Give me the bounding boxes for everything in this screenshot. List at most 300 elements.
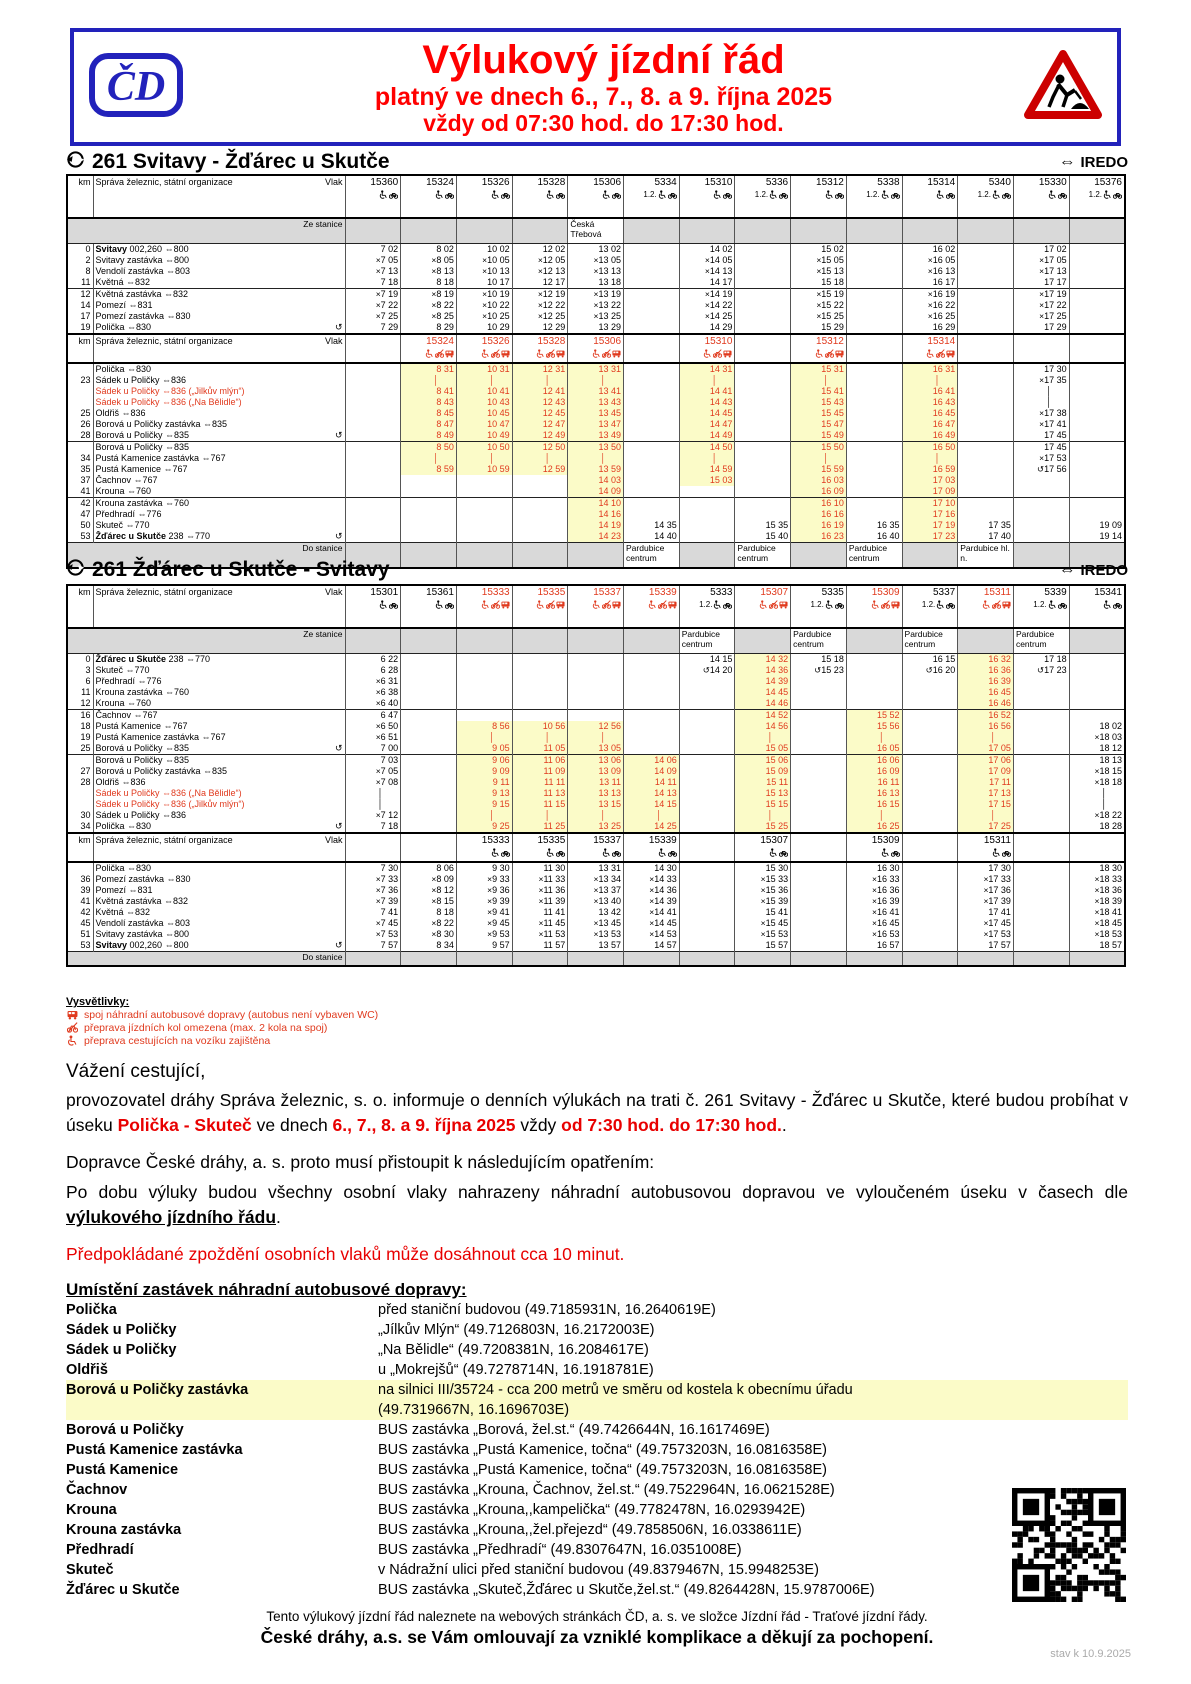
time-cell: [568, 453, 624, 464]
time-cell: [1069, 710, 1125, 722]
time-cell: [902, 929, 958, 940]
time-cell: 12 17: [512, 277, 568, 289]
time-cell: 16 40: [846, 531, 902, 543]
time-cell: ×13 13: [568, 266, 624, 277]
time-cell: 12 47: [512, 419, 568, 430]
station-cell: Krouna zastávka ⇔760: [93, 498, 345, 510]
train-number: 15326: [481, 336, 510, 347]
band-station-cell: [902, 218, 958, 244]
time-cell: [791, 453, 847, 464]
station-cell: Pustá Kamenice ⇔767: [93, 464, 345, 475]
wheelchair-icon: [481, 349, 490, 358]
time-cell: 15 47: [791, 419, 847, 430]
mid-header-row: km Správa železnic, státní organizace Vlak 15324 15326 15328 15306 15310 15312 15314: [67, 334, 1125, 363]
time-cell: 17 23: [902, 531, 958, 543]
time-cell: [679, 929, 735, 940]
time-cell: [846, 453, 902, 464]
time-cell: 15 09: [735, 766, 791, 777]
time-cell: ×7 19: [345, 289, 401, 301]
time-cell: [1013, 885, 1069, 896]
time-cell: [345, 453, 401, 464]
bus-icon: [67, 1009, 78, 1020]
time-cell: 6 28: [345, 665, 401, 676]
time-cell: 12 49: [512, 430, 568, 442]
stop-name: Krouna: [66, 1502, 117, 1518]
legend-item: [66, 1034, 1128, 1047]
stop-name: Předhradí: [66, 1542, 134, 1558]
time-cell: ×7 33: [345, 874, 401, 885]
time-cell: [345, 442, 401, 454]
bus-icon: [891, 600, 900, 609]
text-segment: .: [276, 1207, 281, 1227]
train-number: 15314: [927, 177, 956, 188]
station-row: [67, 486, 1125, 498]
through-bar: │: [656, 810, 662, 820]
time-cell: [345, 520, 401, 531]
time-cell: [791, 907, 847, 918]
time-cell: ×12 13: [512, 266, 568, 277]
km-cell: 8: [85, 266, 91, 276]
band-station-cell: Pardubice centrum: [791, 628, 847, 654]
km-cell: 11: [81, 277, 91, 287]
station-cell: Předhradí ⇔776: [93, 509, 345, 520]
km-cell: 53: [80, 531, 91, 541]
time-cell: [735, 475, 791, 486]
train-number: 15307: [760, 835, 789, 846]
bus-icon: [723, 349, 732, 358]
time-cell: [1013, 486, 1069, 498]
time-cell: 16 10: [791, 498, 847, 510]
time-cell: ×15 22: [791, 300, 847, 311]
time-cell: [735, 255, 791, 266]
class-1-2-label: 1.2.: [866, 190, 880, 200]
band-station-cell: [568, 628, 624, 654]
bus-icon: [501, 349, 510, 358]
time-cell: 14 13: [624, 788, 680, 799]
time-cell: ×17 25: [1013, 311, 1069, 322]
time-cell: [679, 862, 735, 874]
time-cell: 16 11: [846, 777, 902, 788]
train-number: 15328: [537, 336, 566, 347]
time-cell: 6 22: [345, 654, 401, 666]
stop-row: [66, 1460, 1128, 1480]
time-cell: [1013, 732, 1069, 743]
station-cell: Květná zastávka ⇔832: [93, 896, 345, 907]
time-cell: 14 10: [568, 498, 624, 510]
station-row: [67, 509, 1125, 520]
through-bar: │: [433, 375, 439, 385]
time-cell: [345, 788, 401, 799]
time-subtitle: vždy od 07:30 hod. do 17:30 hod.: [423, 109, 784, 136]
band-station-cell: [902, 952, 958, 967]
time-cell: 7 02: [345, 244, 401, 256]
time-cell: [1069, 311, 1125, 322]
km-cell: [67, 862, 93, 874]
station-cell: Čachnov ⇔767: [93, 475, 345, 486]
line-title: 261 Žďárec u Skutče - Svitavy: [92, 558, 390, 581]
wheelchair-icon: [379, 190, 388, 199]
time-cell: [1013, 498, 1069, 510]
train-number: 15376: [1094, 177, 1122, 188]
stop-row: [66, 1360, 1128, 1380]
time-cell: [846, 498, 902, 510]
time-cell: 18 28: [1069, 821, 1125, 833]
train-number: 15335: [537, 587, 566, 598]
km-cell: 6: [85, 676, 91, 686]
time-cell: ×6 31: [345, 676, 401, 687]
stop-row: [66, 1540, 1128, 1560]
time-cell: [902, 885, 958, 896]
time-cell: [902, 896, 958, 907]
time-cell: ×15 33: [735, 874, 791, 885]
km-cell: 34: [80, 453, 91, 463]
time-cell: ×15 53: [735, 929, 791, 940]
stop-name: Borová u Poličky zastávka: [66, 1382, 249, 1398]
km-cell: 45: [80, 918, 91, 928]
station-row: [67, 464, 1125, 475]
time-cell: ↺17 23: [1013, 665, 1069, 676]
through-bar: │: [377, 788, 384, 798]
time-cell: [1069, 665, 1125, 676]
time-cell: [679, 821, 735, 833]
time-cell: [401, 520, 457, 531]
time-cell: 7 29: [345, 322, 401, 334]
band-station-cell: Pardubice centrum: [902, 628, 958, 654]
bus-icon: [946, 349, 955, 358]
time-cell: [846, 375, 902, 386]
train-number: 15324: [426, 336, 454, 347]
text-segment: výlukového jízdního řádu: [66, 1207, 277, 1227]
bicycle-icon: [1113, 190, 1122, 199]
legend-heading: Vysvětlivky:: [66, 996, 130, 1008]
km-cell: 2: [85, 255, 91, 265]
time-cell: [902, 777, 958, 788]
time-cell: ×13 19: [568, 289, 624, 301]
time-cell: [1013, 907, 1069, 918]
time-cell: [512, 654, 568, 666]
time-cell: [679, 520, 735, 531]
time-cell: [624, 453, 680, 464]
stop-location: BUS zastávka „Krouna, Čachnov, žel.st.“ (49.7522964N, 16.0621528E): [378, 1482, 835, 1498]
time-cell: 16 29: [902, 322, 958, 334]
stop-location: „Na Bělidle“ (49.7208381N, 16.2084617E): [378, 1342, 649, 1358]
time-cell: 7 18: [345, 821, 401, 833]
time-cell: 17 15: [958, 799, 1014, 810]
wheelchair-icon: [871, 600, 880, 609]
time-cell: [791, 721, 847, 732]
station-row: [67, 862, 1125, 874]
wheelchair-icon: [592, 349, 601, 358]
time-cell: 13 50: [568, 442, 624, 454]
station-cell: Pustá Kamenice zastávka ⇔767: [93, 453, 345, 464]
time-cell: ×17 19: [1013, 289, 1069, 301]
time-cell: [401, 810, 457, 821]
time-cell: 19 14: [1069, 531, 1125, 543]
train-number: 15310: [704, 177, 733, 188]
time-cell: [624, 430, 680, 442]
time-cell: [624, 289, 680, 301]
time-cell: 14 43: [679, 397, 735, 408]
time-cell: 14 09: [568, 486, 624, 498]
time-cell: ×15 39: [735, 896, 791, 907]
time-cell: 12 59: [512, 464, 568, 475]
time-cell: [679, 918, 735, 929]
time-cell: 11 09: [512, 766, 568, 777]
through-bar: │: [433, 453, 439, 463]
bicycle-icon: [779, 848, 788, 857]
time-cell: ↺15 23: [791, 665, 847, 676]
station-cell: Vendolí zastávka ⇔803: [93, 266, 345, 277]
time-cell: 14 39: [735, 676, 791, 687]
time-cell: ×8 12: [401, 885, 457, 896]
station-row: [67, 244, 1125, 256]
time-cell: 19 09: [1069, 520, 1125, 531]
time-cell: ×7 22: [345, 300, 401, 311]
station-cell: Žďárec u Skutče 238 ⇔770: [93, 654, 345, 666]
time-cell: 8 18: [401, 907, 457, 918]
station-cell: Květná ⇔832: [93, 277, 345, 289]
time-cell: ×7 05: [345, 255, 401, 266]
band-label: Do stanice: [67, 543, 345, 569]
time-cell: ×9 36: [456, 885, 512, 896]
time-cell: [846, 386, 902, 397]
time-cell: [791, 810, 847, 821]
station-band-row: [67, 952, 1125, 967]
time-cell: [345, 509, 401, 520]
iredo-label: ⇔ IREDO: [1058, 152, 1128, 171]
train-number: 15360: [370, 177, 399, 188]
band-station-cell: [1069, 628, 1125, 654]
band-station-cell: [345, 952, 401, 967]
time-cell: [902, 821, 958, 833]
bicycle-icon: [501, 190, 510, 199]
time-cell: 14 46: [735, 698, 791, 710]
wheelchair-icon: [825, 190, 834, 199]
station-cell: Oldřiš ⇔836: [93, 408, 345, 419]
station-cell: Svitavy zastávka ⇔800: [93, 929, 345, 940]
time-cell: [735, 300, 791, 311]
time-cell: 15 02: [791, 244, 847, 256]
time-cell: 15 03: [679, 475, 735, 486]
time-cell: 16 05: [846, 743, 902, 755]
stop-row: [66, 1560, 1128, 1580]
time-cell: ×9 53: [456, 929, 512, 940]
time-cell: [401, 777, 457, 788]
time-cell: [791, 375, 847, 386]
station-row: [67, 255, 1125, 266]
time-cell: [791, 698, 847, 710]
time-cell: [456, 665, 512, 676]
text-segment: Polička - Skuteč: [117, 1115, 252, 1135]
stop-row: [66, 1440, 1128, 1460]
time-cell: ×13 05: [568, 255, 624, 266]
station-row: [67, 929, 1125, 940]
time-cell: ×11 53: [512, 929, 568, 940]
bus-icon: [612, 349, 621, 358]
time-cell: [791, 743, 847, 755]
time-cell: [624, 698, 680, 710]
time-cell: [512, 698, 568, 710]
time-cell: 9 57: [456, 940, 512, 952]
train-number: 15339: [648, 835, 677, 846]
wheelchair-icon: [1048, 190, 1057, 199]
bicycle-icon: [556, 190, 565, 199]
station-cell: Květná zastávka ⇔832: [93, 289, 345, 301]
station-row: [67, 430, 1125, 442]
time-cell: ×14 36: [624, 885, 680, 896]
roadworks-sign-icon: [1023, 49, 1103, 126]
time-cell: [679, 676, 735, 687]
time-cell: [512, 665, 568, 676]
time-cell: ×10 22: [456, 300, 512, 311]
station-row: [67, 419, 1125, 430]
time-cell: [679, 509, 735, 520]
band-station-cell: Pardubice centrum: [679, 628, 735, 654]
stop-name: Žďárec u Skutče: [66, 1582, 180, 1598]
time-cell: [1013, 386, 1069, 397]
time-cell: [679, 777, 735, 788]
time-cell: [846, 289, 902, 301]
time-cell: [1013, 397, 1069, 408]
station-row: [67, 799, 1125, 810]
band-station-cell: [679, 952, 735, 967]
time-cell: ×14 53: [624, 929, 680, 940]
time-cell: 15 41: [735, 907, 791, 918]
time-cell: 13 02: [568, 244, 624, 256]
time-cell: [624, 300, 680, 311]
train-header-row: km Správa železnic, státní organizace Vlak 15301 15361 15333 15335 15337 15339 5333 1.2. 15307 5335 1.2. 15309 5337 1.2. 15311 5339 1.2. 15341: [67, 585, 1125, 628]
through-bar: │: [1101, 788, 1107, 798]
bus-icon: [556, 349, 565, 358]
time-cell: [735, 430, 791, 442]
station-row: [67, 788, 1125, 799]
time-cell: ×15 36: [735, 885, 791, 896]
time-cell: 16 41: [902, 386, 958, 397]
delay-warning: Předpokládané zpoždění osobních vlaků může dosáhnout cca 10 minut.: [66, 1244, 625, 1264]
bicycle-icon: [612, 190, 621, 199]
through-bar: │: [1046, 397, 1052, 407]
bicycle-limited-icon: [491, 600, 500, 609]
km-cell: 3: [85, 665, 91, 675]
time-cell: [624, 475, 680, 486]
time-cell: ×18 41: [1069, 907, 1125, 918]
time-cell: ×12 22: [512, 300, 568, 311]
band-station-cell: [401, 218, 457, 244]
time-cell: [345, 419, 401, 430]
time-cell: [679, 453, 735, 464]
time-cell: 11 06: [512, 755, 568, 767]
time-cell: ×17 33: [958, 874, 1014, 885]
time-cell: 7 18: [345, 277, 401, 289]
time-cell: [401, 531, 457, 543]
time-cell: [401, 799, 457, 810]
time-cell: [456, 810, 512, 821]
station-cell: Oldřiš ⇔836: [93, 777, 345, 788]
train-number: 15335: [537, 835, 566, 846]
through-bar: │: [377, 799, 384, 809]
band-label: Do stanice: [67, 952, 345, 967]
km-cell: [67, 442, 93, 454]
time-cell: [679, 896, 735, 907]
through-bar: │: [767, 810, 774, 820]
time-cell: [846, 732, 902, 743]
train-number: 5340: [988, 177, 1011, 188]
time-cell: ×7 25: [345, 311, 401, 322]
stop-row: [66, 1420, 1128, 1440]
time-cell: [1013, 475, 1069, 486]
station-row: [67, 322, 1125, 334]
wheelchair-icon: [713, 600, 722, 609]
turnaround-icon: ↺: [334, 940, 343, 950]
km-cell: 34: [80, 821, 91, 831]
through-bar: │: [934, 453, 941, 463]
bicycle-limited-icon: [825, 349, 834, 358]
time-cell: [791, 940, 847, 952]
stop-location: BUS zastávka „Předhradí“ (49.8307647N, 16.0351008E): [378, 1542, 742, 1558]
time-cell: [1069, 289, 1125, 301]
time-cell: [846, 311, 902, 322]
time-cell: 14 56: [735, 721, 791, 732]
time-cell: 17 06: [958, 755, 1014, 767]
time-cell: [568, 698, 624, 710]
through-bar: │: [488, 375, 495, 385]
time-cell: [345, 498, 401, 510]
time-cell: [735, 363, 791, 375]
through-bar: │: [1046, 386, 1052, 396]
km-cell: 41: [80, 896, 91, 906]
time-cell: ×13 34: [568, 874, 624, 885]
wheelchair-icon: [992, 848, 1001, 857]
time-cell: 14 19: [568, 520, 624, 531]
time-cell: [902, 710, 958, 722]
time-cell: [1013, 788, 1069, 799]
time-cell: [679, 885, 735, 896]
time-cell: [902, 743, 958, 755]
km-cell: 41: [80, 486, 91, 496]
bicycle-icon: [891, 190, 900, 199]
time-cell: ×17 41: [1013, 419, 1069, 430]
train-number: 15311: [983, 835, 1011, 846]
time-cell: ×17 36: [958, 885, 1014, 896]
band-station-cell: Pardubice centrum: [846, 543, 902, 569]
time-cell: [958, 266, 1014, 277]
train-number: 15328: [537, 177, 566, 188]
time-cell: 13 42: [568, 907, 624, 918]
time-cell: 17 13: [958, 788, 1014, 799]
stop-location: BUS zastávka „Borová, žel.st.“ (49.7426644N, 16.1617469E): [378, 1422, 770, 1438]
time-cell: [791, 755, 847, 767]
time-cell: 14 25: [624, 821, 680, 833]
time-cell: [958, 255, 1014, 266]
time-cell: 12 50: [512, 442, 568, 454]
time-cell: 11 30: [512, 862, 568, 874]
time-cell: 15 13: [735, 788, 791, 799]
time-cell: [791, 896, 847, 907]
time-cell: 14 41: [679, 386, 735, 397]
time-cell: [401, 766, 457, 777]
time-cell: [401, 665, 457, 676]
time-cell: ↺17 56: [1013, 464, 1069, 475]
time-cell: [1069, 698, 1125, 710]
time-cell: [624, 386, 680, 397]
time-cell: [345, 375, 401, 386]
time-cell: 16 47: [902, 419, 958, 430]
time-cell: [958, 430, 1014, 442]
km-cell: 12: [80, 698, 91, 708]
time-cell: [958, 277, 1014, 289]
station-row: [67, 453, 1125, 464]
time-cell: 16 45: [902, 408, 958, 419]
